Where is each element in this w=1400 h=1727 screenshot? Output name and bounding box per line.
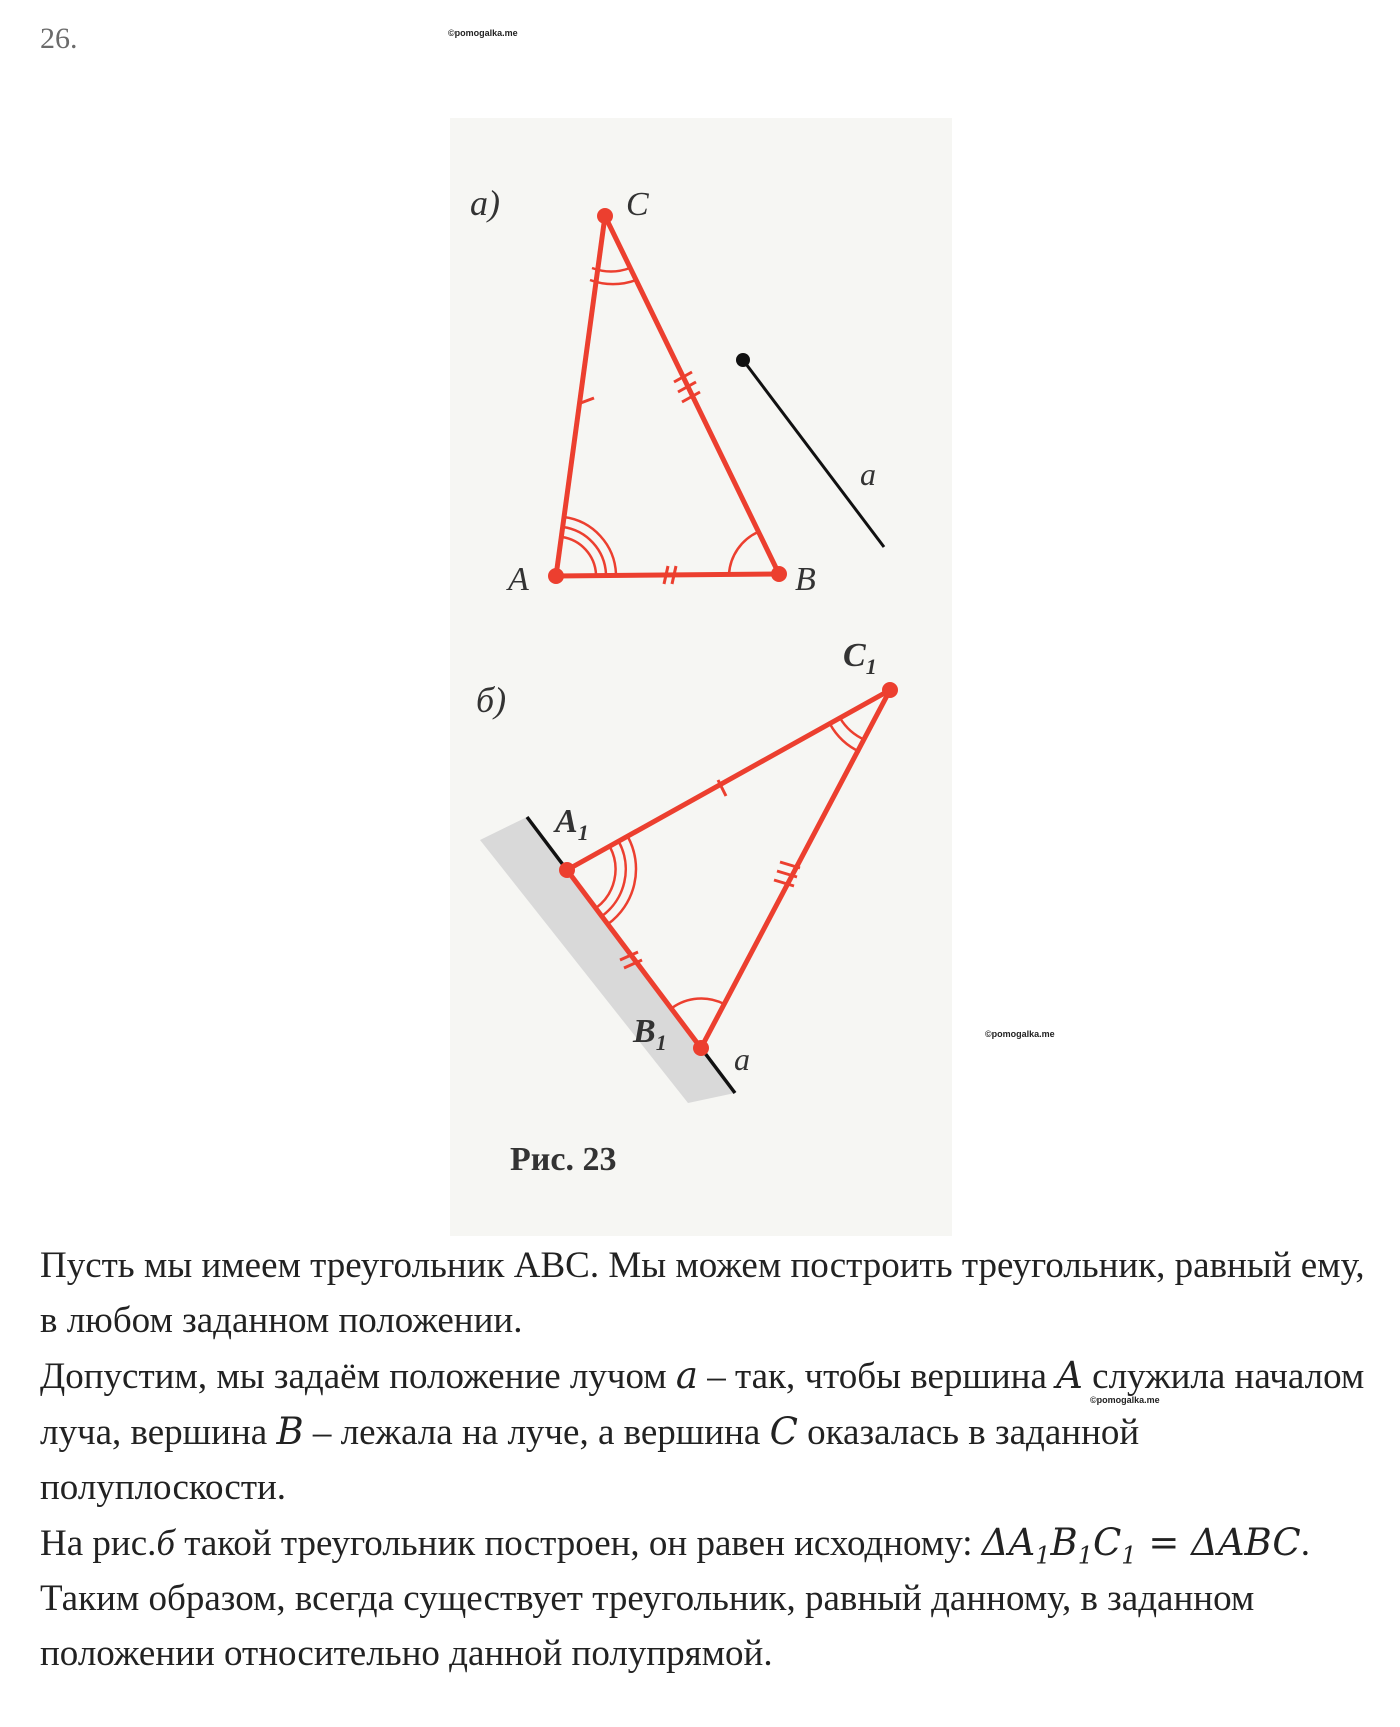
figure-23 [450, 118, 952, 1236]
panel-b-label: б) [476, 680, 507, 720]
halfplane-shading [480, 817, 735, 1103]
ray-a-label: a [860, 456, 876, 492]
vertex-c-label: C [626, 186, 649, 223]
watermark: ©pomogalka.me [448, 28, 518, 38]
page-number: 26. [40, 22, 78, 55]
ray-a-panel-b-label: a [734, 1041, 750, 1077]
ray-origin-point [736, 353, 750, 367]
watermark: ©pomogalka.me [1090, 1395, 1160, 1405]
paragraph-2: Допустим, мы задаём положение лучом a – так, чтобы вершина A служила началом луча, вершина B – лежала на луче, а вершина C оказалась в заданной полуплоскости. [40, 1354, 1365, 1508]
triangle-abc [548, 208, 787, 584]
vertex-b1-label: $B_1$ [633, 1013, 667, 1055]
congruence-formula: $\Delta A_1B_1C_1 = \Delta ABC$ [981, 1521, 1301, 1570]
watermark: ©pomogalka.me [985, 1029, 1055, 1039]
vertex-b-label: B [795, 561, 816, 598]
explanation-text [40, 1238, 1370, 1681]
paragraph-1: Пусть мы имеем треугольник ABC. Мы можем построить треугольник, равный ему, в любом заданном положении. [40, 1245, 1365, 1341]
panel-a-label: а) [470, 183, 500, 223]
paragraph-4: Таким образом, всегда существует треугольник, равный данному, в заданном положении относительно данной полупрямой. [40, 1578, 1255, 1674]
ray-a [743, 360, 884, 547]
vertex-a-label: A [508, 561, 529, 598]
vertex-c1-label: $C_1$ [843, 637, 877, 679]
figure-caption: Рис. 23 [510, 1141, 617, 1178]
paragraph-3: На рис.б такой треугольник построен, он равен исходному: $\Delta A_1B_1C_1 = \Delta ABC$. [40, 1521, 1310, 1570]
vertex-a1-label: $A_1$ [555, 803, 589, 845]
